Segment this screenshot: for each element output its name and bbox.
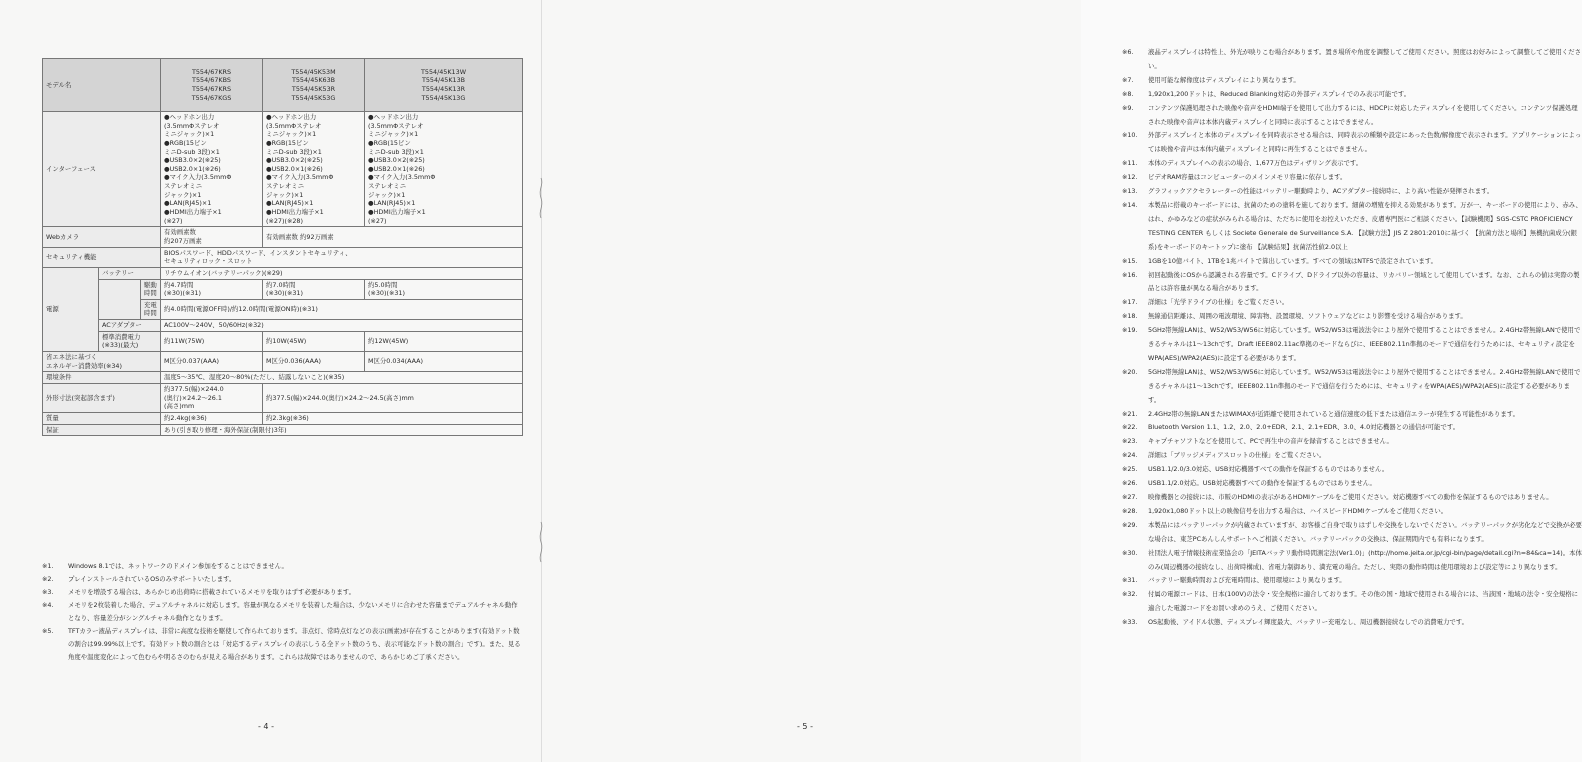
- footnote-text: キャプチャソフトなどを使用して、PCで再生中の音声を録音することはできません。: [1148, 437, 1393, 446]
- drive-cell-2: [263, 279, 365, 299]
- model-1-4: T554/67KGS: [191, 93, 232, 102]
- charge-label: 充電時間: [141, 299, 161, 319]
- warranty-row: [43, 424, 523, 436]
- footnotes-left: [42, 560, 522, 664]
- footnote: [1122, 366, 1582, 408]
- footnote-text: コンテンツ保護処理された映像や音声をHDMI端子を使用して出力するには、HDCPに対応したディスプレイを使用してください。コンテンツ保護処理された映像や音声は本体内蔵ディスプレイと同時に表示することはできません。: [1148, 103, 1578, 126]
- footnotes-right: [1122, 46, 1582, 630]
- footnote: [42, 560, 522, 573]
- page-number-left: - 4 -: [258, 722, 274, 731]
- model-3-1: T554/45K13W: [420, 67, 467, 76]
- camera-cell-1: [161, 227, 263, 247]
- model-group-3: [365, 59, 523, 112]
- weight-row: [43, 412, 523, 424]
- footnote-text: 外部ディスプレイと本体のディスプレイを同時表示させる場合は、同時表示の種類や設定にあった色数/解像度で表示されます。アプリケーションによっては映像や音声は本体内蔵ディスプレイと同時に再生することはできません。: [1148, 131, 1582, 154]
- weight-2: 約2.3kg(※36): [263, 412, 523, 424]
- footnote-text: 詳細は「ブリッジメディアスロットの仕様」をご覧ください。: [1148, 451, 1326, 460]
- consumption-1: 約11W(75W): [161, 331, 263, 351]
- warranty-value: あり(引き取り修理・海外保証(制限付)3年): [161, 424, 523, 436]
- footnote-number: ※2.: [42, 575, 54, 583]
- model-3-4: T554/45K13G: [421, 93, 466, 102]
- footnote: [1122, 255, 1582, 269]
- footnote-text: プレインストールされているOSのみサポートいたします。: [68, 575, 236, 583]
- footnote-number: ※26.: [1122, 479, 1138, 488]
- footnote-number: ※23.: [1122, 437, 1138, 446]
- footnote-text: 本体のディスプレイへの表示の場合、1,677万色はディザリング表示です。: [1148, 159, 1363, 168]
- model-group-2: [263, 59, 365, 112]
- model-row: [43, 59, 523, 112]
- env-value: 温度5～35℃、湿度20～80%(ただし、結露しないこと)(※35): [161, 372, 523, 384]
- footnote-text: メモリを2枚装着した場合、デュアルチャネルに対応します。容量が異なるメモリを装着した場合は、少ないメモリに合わせた容量までデュアルチャネル動作となり、容量差分がシングルチャネル動作となります。: [68, 601, 518, 622]
- footnote-number: ※9.: [1122, 103, 1134, 112]
- battery-label: バッテリー: [99, 267, 161, 279]
- footnote: [42, 625, 522, 664]
- footnote: [1122, 408, 1582, 422]
- footnote-text: 2.4GHz帯の無線LANまたはWiMAXが近距離で使用されていると通信速度の低下または通信エラーが発生する可能性があります。: [1148, 409, 1519, 418]
- footnote-number: ※29.: [1122, 520, 1138, 529]
- camera-label: Webカメラ: [43, 227, 161, 247]
- interface-3: ●ヘッドホン出力 (3.5mmΦステレオ ミニジャック)×1 ●RGB(15ピン ミニD-sub 3段)×1 ●USB3.0×2(※25) ●USB2.0×1(※26) ●マイク入力(3.5mmΦ ステレオミニ ジャック)×1 ●LAN(RJ45)×1 ●HDMI出力端子×1 (※27): [368, 113, 436, 225]
- charge-value: 約4.0時間(電源OFF時)/約12.0時間(電源ON時)(※31): [161, 299, 523, 319]
- footnote-text: OS起動後、アイドル状態、ディスプレイ輝度最大、バッテリー充電なし、周辺機器接続なしでの消費電力です。: [1148, 618, 1469, 627]
- page-right: [541, 0, 1582, 762]
- footnote-text: 1,920x1,080ドット以上の映像信号を出力する場合は、ハイスピードHDMIケーブルをご使用ください。: [1148, 506, 1448, 515]
- footnote-number: ※27.: [1122, 493, 1138, 501]
- model-3-2: T554/45K13B: [421, 76, 466, 85]
- footnote: [1122, 129, 1582, 157]
- drive-1: 約4.7時間 (※30)(※31): [164, 280, 201, 298]
- footnote: [1122, 102, 1582, 130]
- footnote-text: 5GHz帯無線LANは、W52/W53/W56に対応しています。W52/W53は電波法令により屋外で使用することはできません。2.4GHz帯無線LANで使用できるチャネルは1～13chです。IEEE802.11n準拠のモードで通信を行うためには、セキュリティをWPA(AES)/WPA2(AES)に設定する必要があります。: [1148, 367, 1581, 404]
- page-left: [0, 0, 541, 762]
- drive-label: 駆動時間: [141, 279, 161, 299]
- charge-row: [43, 299, 523, 319]
- footnote: [1122, 171, 1582, 185]
- adapter-value: AC100V～240V、50/60Hz(※32): [161, 320, 523, 332]
- footnote-text: 1,920x1,200ドットは、Reduced Blanking対応の外部ディスプレイでのみ表示可能です。: [1148, 89, 1411, 98]
- footnote-text: 本製品にはバッテリーパックが内蔵されていますが、お客様ご自身で取りはずしや交換をしないでください。バッテリーパックが劣化などで交換が必要な場合は、東芝PCあんしんサポートへご相談ください。バッテリーパックの交換は、保証期間内でも有料になります。: [1148, 520, 1582, 543]
- footnote-text: 映像機器との接続には、市販のHDMIの表示があるHDMIケーブルをご使用ください。対応機器すべての動作を保証するものではありません。: [1148, 493, 1553, 501]
- footnote: [42, 586, 522, 599]
- size-row: [43, 383, 523, 412]
- footnote: [1122, 519, 1582, 547]
- model-label: モデル名: [43, 59, 161, 112]
- footnote-text: 5GHz帯無線LANは、W52/W53/W56に対応しています。W52/W53は電波法令により屋外で使用することはできません。2.4GHz帯無線LANで使用できるチャネルは1～13chです。Draft IEEE802.11ac準拠のモードならびに、IEEE802.11n準拠のモードで通信を行うためには、セキュリティ設定をWPA(AES)/WPA2(AES)に設定する必要があります。: [1148, 326, 1581, 362]
- footnote-number: ※22.: [1122, 423, 1138, 432]
- interface-1: ●ヘッドホン出力 (3.5mmΦステレオ ミニジャック)×1 ●RGB(15ピン ミニD-sub 3段)×1 ●USB3.0×2(※25) ●USB2.0×1(※26) ●マイク入力(3.5mmΦ ステレオミニ ジャック)×1 ●LAN(RJ45)×1 ●HDMI出力端子×1 (※27): [164, 113, 232, 225]
- footnote-number: ※13.: [1122, 187, 1138, 196]
- warranty-label: 保証: [43, 424, 161, 436]
- footnote-number: ※12.: [1122, 173, 1138, 182]
- adapter-label: ACアダプター: [99, 320, 161, 332]
- camera-cell-2: [263, 227, 523, 247]
- footnote-number: ※7.: [1122, 75, 1134, 84]
- size-2: 約377.5(幅)×244.0(奥行)×24.2～24.5(高さ)mm: [263, 383, 523, 412]
- footnote-text: USB1.1/2.0対応。USB対応機器すべての動作を保証するものではありません。: [1148, 479, 1376, 488]
- footnote-number: ※1.: [42, 562, 54, 570]
- footnote-number: ※10.: [1122, 131, 1138, 140]
- footnote: [1122, 477, 1582, 491]
- staple-mark-icon: [538, 522, 544, 562]
- footnote-number: ※25.: [1122, 465, 1138, 474]
- weight-1: 約2.4kg(※36): [161, 412, 263, 424]
- footnote-number: ※28.: [1122, 506, 1138, 515]
- drive-row: [43, 279, 523, 299]
- model-1-1: T554/67KRS: [191, 67, 232, 76]
- env-label: 環境条件: [43, 372, 161, 384]
- battery-value: リチウムイオン(バッテリーパック)(※29): [161, 267, 523, 279]
- footnote-number: ※14.: [1122, 200, 1138, 209]
- footnote-text: ビデオRAM容量はコンピューターのメインメモリ容量に依存します。: [1148, 173, 1347, 182]
- size-cell-1: [161, 383, 263, 412]
- footnote-text: TFTカラー液晶ディスプレイは、非常に高度な技術を駆使して作られております。非点灯、常時点灯などの表示(画素)が存在することがあります(有効ドット数の割合は99.99%以上です。有効ドット数の割合とは「対応するディスプレイの表示しうる全ドット数のうち、表示可能なドット数の割合」です)。また、見る角度や温度変化によって色むらや明るさのむらが見える場合があります。これらは故障ではありませんので、あらかじめご了承ください。: [68, 627, 521, 661]
- footnote-number: ※15.: [1122, 256, 1138, 265]
- footnote-number: ※5.: [42, 627, 54, 635]
- footnote-number: ※8.: [1122, 89, 1134, 98]
- footnote: [1122, 324, 1582, 366]
- footnote: [1122, 491, 1582, 505]
- staple-mark-icon: [538, 178, 544, 218]
- energy-row: [43, 352, 523, 372]
- consumption-3: 約12W(45W): [365, 331, 523, 351]
- footnote: [1122, 310, 1582, 324]
- footnote-number: ※24.: [1122, 451, 1138, 460]
- footnote: [42, 599, 522, 625]
- energy-3: M区分0.034(AAA): [365, 352, 523, 372]
- footnote: [1122, 547, 1582, 575]
- env-row: [43, 372, 523, 384]
- footnote-number: ※30.: [1122, 548, 1138, 557]
- footnote-number: ※32.: [1122, 590, 1138, 599]
- size-label: 外形寸法(突起部含まず): [43, 383, 161, 412]
- footnote: [1122, 435, 1582, 449]
- footnote-text: 詳細は「光学ドライブの仕様」をご覧ください。: [1148, 298, 1289, 307]
- interface-row: [43, 112, 523, 227]
- footnote-text: USB1.1/2.0/3.0対応、USB対応機器すべての動作を保証するものではありません。: [1148, 465, 1389, 474]
- footnote-text: 使用可能な解像度はディスプレイにより異なります。: [1148, 75, 1300, 84]
- footnote-number: ※11.: [1122, 159, 1138, 168]
- footnote-text: 本製品に搭載のキーボードには、抗菌のための塗料を施しております。細菌の増殖を抑える効果があります。万が一、キーボードの使用により、赤み、はれ、かゆみなどの症状がみられる場合は、ただちに使用をお控えいただき、皮膚専門医にご相談ください。【試験機関】SGS-CSTC PROFICIENCY TESTING CENTER もしくは Societe Generale de Surveillance S.A. 【試験方法】JIS Z 2801:2010に基づく 【抗菌方法と場所】無機抗菌成分(銀系)をキーボードのキートップに塗布 【試験結果】抗菌活性値2.0以上: [1148, 200, 1582, 251]
- adapter-row: [43, 320, 523, 332]
- footnote: [1122, 421, 1582, 435]
- footnote: [1122, 199, 1582, 255]
- security-row: [43, 247, 523, 267]
- drive-3: 約5.0時間 (※30)(※31): [368, 280, 405, 298]
- footnote: [42, 573, 522, 586]
- power-label: 電源: [43, 267, 99, 351]
- footnote-number: ※19.: [1122, 326, 1138, 335]
- model-3-3: T554/45K13R: [421, 85, 466, 93]
- footnote-number: ※33.: [1122, 618, 1138, 627]
- footnote: [1122, 463, 1582, 477]
- consumption-label: 標準消費電力(※33)(最大): [99, 331, 161, 351]
- security-label: セキュリティ機能: [43, 247, 161, 267]
- security-value: BIOSパスワード、HDDパスワード、インスタントセキュリティ、 セキュリティロック・スロット: [164, 248, 352, 266]
- footnote-text: 液晶ディスプレイは特性上、外光が映りこむ場合があります。置き場所や角度を調整してご使用ください。照度はお好みによって調整してご使用ください。: [1148, 48, 1581, 70]
- footnote-number: ※17.: [1122, 298, 1138, 307]
- energy-2: M区分0.036(AAA): [263, 352, 365, 372]
- camera-2: 有効画素数 約92万画素: [266, 232, 334, 241]
- footnote-text: 初回起動後にOSから認識される容量です。Cドライブ、Dドライブ以外の容量は、リカバリー領域として使用しています。なお、これらの値は実際の製品とは許容量が異なる場合があります。: [1148, 270, 1580, 293]
- footnote: [1122, 88, 1582, 102]
- model-2-1: T554/45K53M: [291, 67, 336, 76]
- footnote-text: バッテリー駆動時間および充電時間は、使用環境により異なります。: [1148, 576, 1346, 585]
- footnote-number: ※31.: [1122, 576, 1138, 585]
- footnote: [1122, 296, 1582, 310]
- footnote-text: 無線通信距離は、周囲の電波環境、障害物、設置環境、ソフトウェアなどにより影響を受ける場合があります。: [1148, 312, 1467, 321]
- footnote-number: ※4.: [42, 601, 54, 609]
- footnote: [1122, 449, 1582, 463]
- footnote: [1122, 616, 1582, 630]
- footnote-number: ※21.: [1122, 409, 1138, 418]
- camera-1: 有効画素数 約207万画素: [164, 228, 202, 245]
- energy-label: 省エネ法に基づく エネルギー消費効率(※34): [46, 353, 122, 370]
- consumption-row: [43, 331, 523, 351]
- consumption-2: 約10W(45W): [263, 331, 365, 351]
- interface-2: ●ヘッドホン出力 (3.5mmΦステレオ ミニジャック)×1 ●RGB(15ピン ミニD-sub 3段)×1 ●USB3.0×2(※25) ●USB2.0×1(※26) ●マイク入力(3.5mmΦ ステレオミニ ジャック)×1 ●LAN(RJ45)×1 ●HDMI出力端子×1 (※27)(※28): [266, 113, 334, 225]
- security-cell: [161, 247, 523, 267]
- footnote-text: 社団法人電子情報技術産業協会の「JEITAバッテリ動作時間測定法(Ver1.0)」(http://home.jeita.or.jp/cgi-bin/page/detail.cgi?n=84&ca=14)。本体のみ(周辺機器の接続なし、出荷時構成)、省電力制御あり、満充電の場合。ただし、実際の動作時間は使用環境および設定等により異なります。: [1148, 548, 1582, 571]
- interface-cell-1: [161, 112, 263, 227]
- footnote-number: ※18.: [1122, 312, 1138, 321]
- camera-row: [43, 227, 523, 247]
- footnote: [1122, 46, 1582, 74]
- interface-label: インターフェース: [43, 112, 161, 227]
- interface-cell-3: [365, 112, 523, 227]
- footnote-number: ※16.: [1122, 270, 1138, 279]
- model-2-2: T554/45K63B: [291, 76, 336, 85]
- energy-label-cell: [43, 352, 161, 372]
- model-1-2: T554/67KBS: [192, 76, 231, 85]
- footnote-number: ※20.: [1122, 367, 1138, 376]
- footnote: [1122, 574, 1582, 588]
- footnote: [1122, 185, 1582, 199]
- footnote: [1122, 505, 1582, 519]
- footnote-text: メモリを増設する場合は、あらかじめ出荷時に搭載されているメモリを取りはずす必要があります。: [68, 588, 356, 596]
- footnote-text: グラフィックアクセラレーターの性能はバッテリー駆動時より、ACアダプター接続時に、より高い性能が発揮されます。: [1148, 187, 1494, 196]
- footnote-text: Windows 8.1では、ネットワークのドメイン参加をすることはできません。: [68, 562, 288, 570]
- model-2-4: T554/45K53G: [291, 93, 336, 102]
- footnote-text: 1GBを10億バイト、1TBを1兆バイトで算出しています。すべての領域はNTFSで設定されています。: [1148, 256, 1437, 265]
- footnote: [1122, 269, 1582, 297]
- size-1: 約377.5(幅)×244.0 (奥行)×24.2～26.1 (高さ)mm: [164, 384, 224, 411]
- footnote: [1122, 588, 1582, 616]
- battery-row: [43, 267, 523, 279]
- model-2-3: T554/45K53R: [291, 85, 336, 93]
- footnote: [1122, 157, 1582, 171]
- page-number-right: - 5 -: [797, 722, 813, 731]
- model-group-1: [161, 59, 263, 112]
- energy-1: M区分0.037(AAA): [161, 352, 263, 372]
- interface-cell-2: [263, 112, 365, 227]
- drive-2: 約7.0時間 (※30)(※31): [266, 280, 303, 298]
- footnote-number: ※3.: [42, 588, 54, 596]
- footnote: [1122, 74, 1582, 88]
- drive-cell-1: [161, 279, 263, 299]
- drive-cell-3: [365, 279, 523, 299]
- footnote-text: Bluetooth Version 1.1、1.2、2.0、2.0+EDR、2.1、2.1+EDR、3.0、4.0対応機器との通信が可能です。: [1148, 423, 1460, 432]
- footnote-number: ※6.: [1122, 48, 1134, 56]
- footnote-text: 付属の電源コードは、日本(100V)の法令・安全規格に適合しております。その他の国・地域で使用される場合には、当該国・地域の法令・安全規格に適合した電源コードをお買い求めのうえ、ご使用ください。: [1148, 590, 1579, 613]
- spec-table: [42, 58, 523, 436]
- model-1-3: T554/67KRS: [191, 85, 232, 93]
- weight-label: 質量: [43, 412, 161, 424]
